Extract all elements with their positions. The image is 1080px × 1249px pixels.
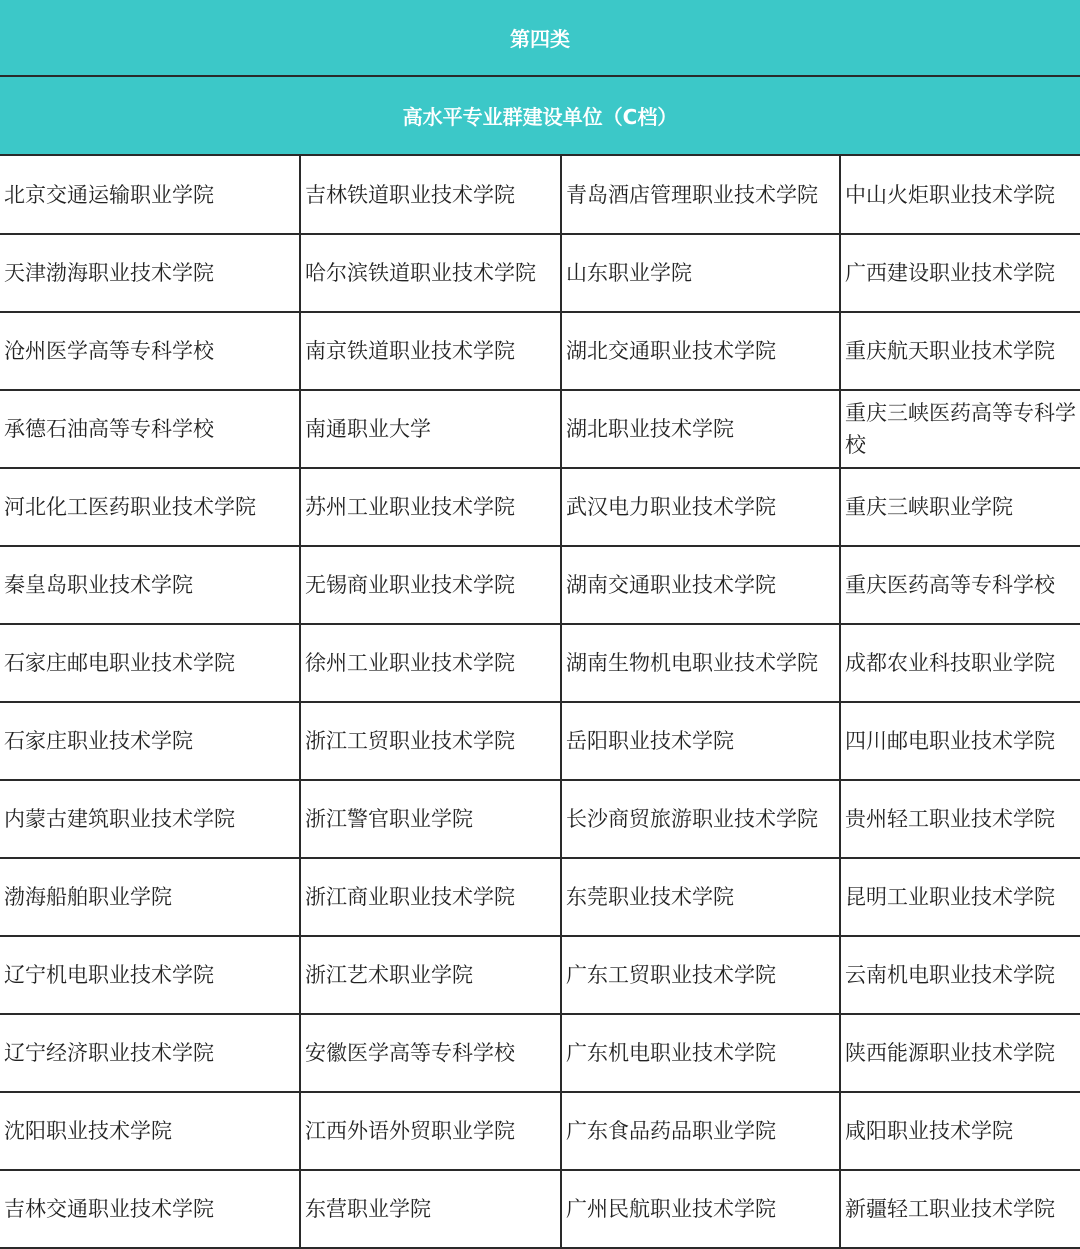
school-name-cell: 无锡商业职业技术学院 [300, 546, 561, 624]
school-name-cell: 苏州工业职业技术学院 [300, 468, 561, 546]
school-name-cell: 内蒙古建筑职业技术学院 [0, 780, 300, 858]
school-name-cell: 浙江工贸职业技术学院 [300, 702, 561, 780]
school-name-cell: 浙江警官职业学院 [300, 780, 561, 858]
school-name-cell: 江西外语外贸职业学院 [300, 1092, 561, 1170]
school-name-cell: 重庆三峡医药高等专科学校 [840, 390, 1080, 468]
table-row [0, 390, 1080, 468]
school-name-cell: 咸阳职业技术学院 [840, 1092, 1080, 1170]
table-row [0, 234, 1080, 312]
school-name-cell: 中山火炬职业技术学院 [840, 156, 1080, 234]
table-row [0, 1014, 1080, 1092]
school-name-cell: 徐州工业职业技术学院 [300, 624, 561, 702]
school-name-cell: 东营职业学院 [300, 1170, 561, 1248]
school-name-cell: 广州民航职业技术学院 [561, 1170, 840, 1248]
school-name-cell: 贵州轻工职业技术学院 [840, 780, 1080, 858]
school-name-cell: 沧州医学高等专科学校 [0, 312, 300, 390]
table-row [0, 546, 1080, 624]
table-row [0, 702, 1080, 780]
school-name-cell: 广西建设职业技术学院 [840, 234, 1080, 312]
school-name-cell: 渤海船舶职业学院 [0, 858, 300, 936]
school-name-cell: 武汉电力职业技术学院 [561, 468, 840, 546]
school-name-cell: 四川邮电职业技术学院 [840, 702, 1080, 780]
school-name-cell: 昆明工业职业技术学院 [840, 858, 1080, 936]
table-row [0, 1092, 1080, 1170]
school-name-cell: 长沙商贸旅游职业技术学院 [561, 780, 840, 858]
school-name-cell: 安徽医学高等专科学校 [300, 1014, 561, 1092]
subtitle-header [0, 77, 1080, 156]
school-name-cell: 湖南生物机电职业技术学院 [561, 624, 840, 702]
school-name-cell: 秦皇岛职业技术学院 [0, 546, 300, 624]
school-name-cell: 新疆轻工职业技术学院 [840, 1170, 1080, 1248]
school-name-cell: 石家庄邮电职业技术学院 [0, 624, 300, 702]
school-name-cell: 吉林交通职业技术学院 [0, 1170, 300, 1248]
table-row [0, 780, 1080, 858]
school-name-cell: 天津渤海职业技术学院 [0, 234, 300, 312]
subtitle-title: 高水平专业群建设单位（C档） [402, 105, 678, 129]
school-name-cell: 重庆医药高等专科学校 [840, 546, 1080, 624]
school-table-body [0, 156, 1080, 1248]
school-name-cell: 广东机电职业技术学院 [561, 1014, 840, 1092]
school-name-cell: 湖北职业技术学院 [561, 390, 840, 468]
school-name-cell: 重庆三峡职业学院 [840, 468, 1080, 546]
table-row [0, 1170, 1080, 1248]
school-name-cell: 北京交通运输职业学院 [0, 156, 300, 234]
table-row [0, 624, 1080, 702]
school-name-cell: 成都农业科技职业学院 [840, 624, 1080, 702]
school-name-cell: 陕西能源职业技术学院 [840, 1014, 1080, 1092]
school-name-cell: 广东工贸职业技术学院 [561, 936, 840, 1014]
table-row [0, 468, 1080, 546]
school-name-cell: 湖南交通职业技术学院 [561, 546, 840, 624]
school-name-cell: 石家庄职业技术学院 [0, 702, 300, 780]
school-name-cell: 辽宁机电职业技术学院 [0, 936, 300, 1014]
table-row [0, 936, 1080, 1014]
school-table [0, 156, 1080, 1249]
table-row [0, 312, 1080, 390]
school-name-cell: 南通职业大学 [300, 390, 561, 468]
school-name-cell: 沈阳职业技术学院 [0, 1092, 300, 1170]
school-name-cell: 南京铁道职业技术学院 [300, 312, 561, 390]
school-name-cell: 东莞职业技术学院 [561, 858, 840, 936]
school-name-cell: 河北化工医药职业技术学院 [0, 468, 300, 546]
table-row [0, 156, 1080, 234]
school-name-cell: 浙江商业职业技术学院 [300, 858, 561, 936]
school-name-cell: 吉林铁道职业技术学院 [300, 156, 561, 234]
school-name-cell: 重庆航天职业技术学院 [840, 312, 1080, 390]
school-name-cell: 广东食品药品职业学院 [561, 1092, 840, 1170]
school-name-cell: 辽宁经济职业技术学院 [0, 1014, 300, 1092]
school-name-cell: 云南机电职业技术学院 [840, 936, 1080, 1014]
school-name-cell: 山东职业学院 [561, 234, 840, 312]
school-name-cell: 哈尔滨铁道职业技术学院 [300, 234, 561, 312]
table-row [0, 858, 1080, 936]
category-title: 第四类 [510, 27, 570, 51]
school-name-cell: 岳阳职业技术学院 [561, 702, 840, 780]
school-name-cell: 浙江艺术职业学院 [300, 936, 561, 1014]
school-name-cell: 青岛酒店管理职业技术学院 [561, 156, 840, 234]
category-header [0, 0, 1080, 77]
school-name-cell: 湖北交通职业技术学院 [561, 312, 840, 390]
school-name-cell: 承德石油高等专科学校 [0, 390, 300, 468]
